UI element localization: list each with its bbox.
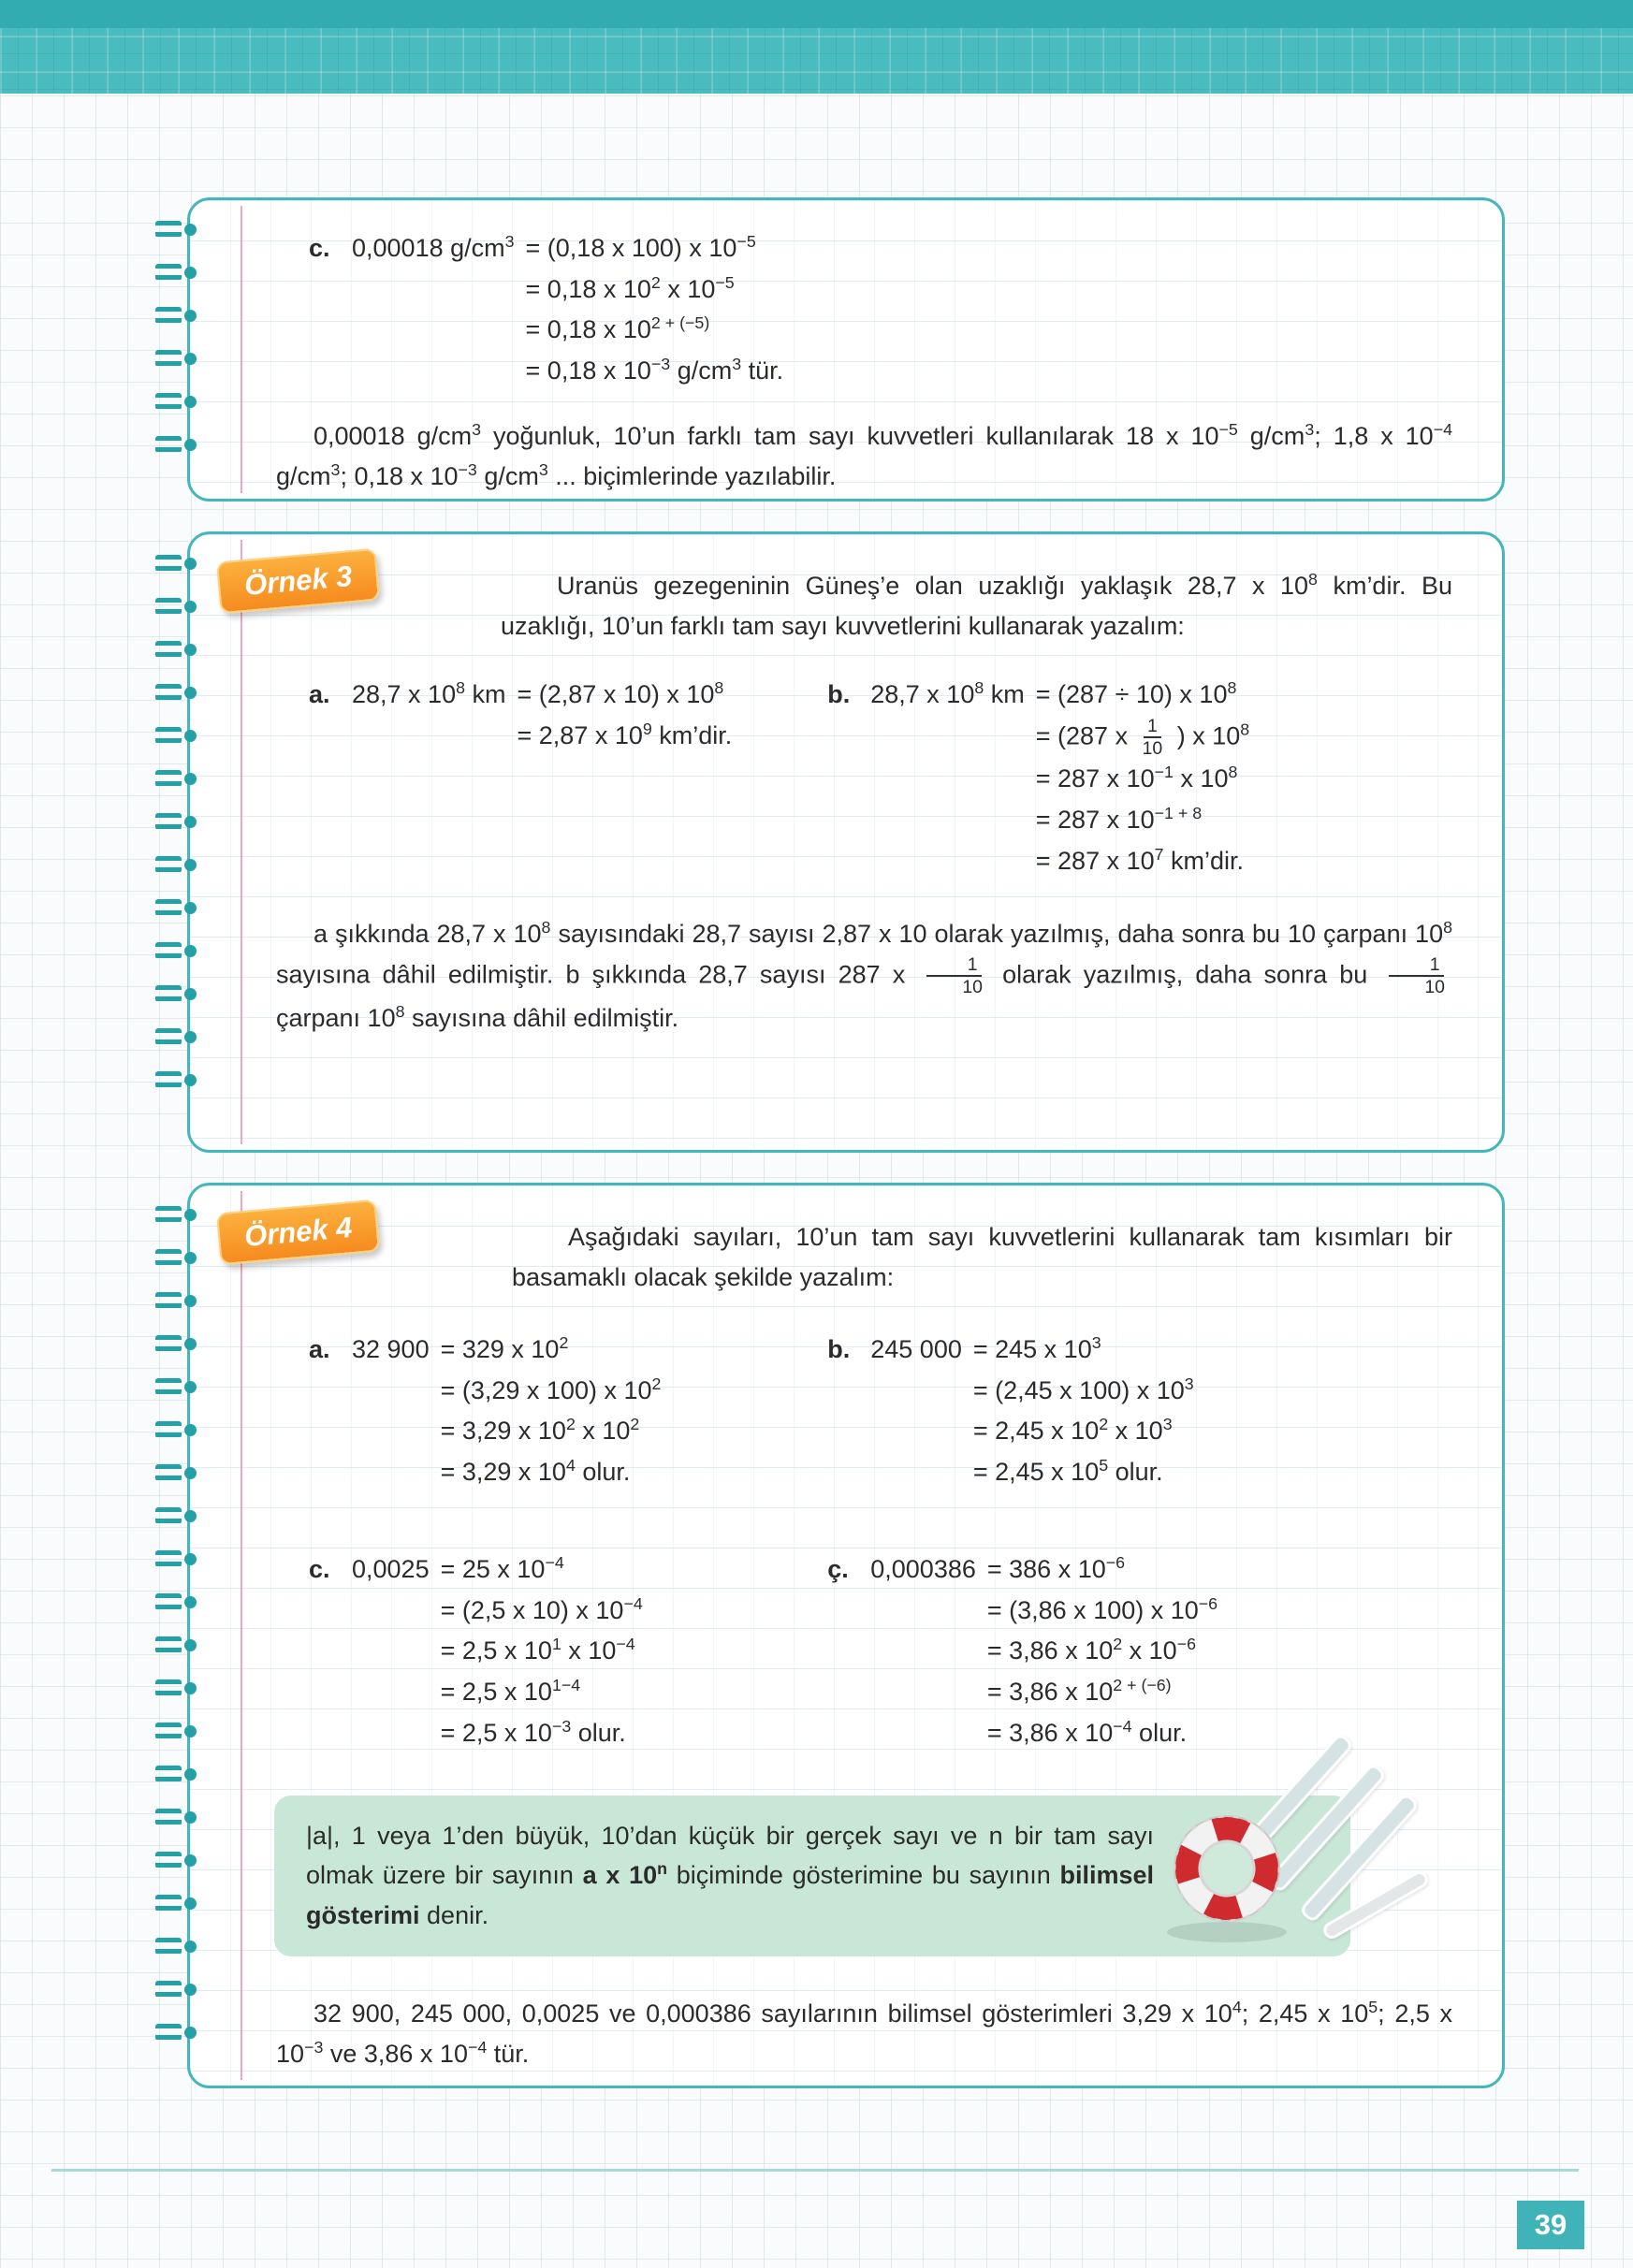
solution-a <box>267 1330 827 1493</box>
item-label: a. <box>309 680 330 708</box>
ribbon-decoration <box>1265 1762 1387 1894</box>
spiral-coil <box>155 899 197 916</box>
lifebuoy-icon <box>1143 1794 1311 1953</box>
equation-block <box>987 1549 1217 1754</box>
equation-block <box>518 675 733 756</box>
equation-b <box>827 1330 1460 1493</box>
spiral-coil <box>155 856 197 873</box>
item-label: c. <box>309 234 330 262</box>
equation-lhs: 0,000386 <box>870 1554 976 1583</box>
equation-a <box>309 1330 827 1493</box>
equation-line: = 287 x $10^7$ km’dir. <box>1035 844 1245 875</box>
spiral-coil <box>155 684 197 701</box>
solution-a <box>267 675 827 882</box>
solution-b <box>827 675 1460 882</box>
solution-columns-row2 <box>267 1549 1460 1754</box>
spiral-coil <box>155 1507 197 1524</box>
panel-ornek-4 <box>187 1183 1505 2088</box>
footer-rule <box>51 2169 1579 2172</box>
spiral-coil <box>155 1679 197 1696</box>
equation-lhs: 245 000 <box>870 1335 962 1363</box>
spiral-coil <box>155 1852 197 1868</box>
spiral-coil <box>155 1071 197 1088</box>
equation-line: = 3,29 x $10^2$ x $10^2$ <box>440 1415 640 1446</box>
equation-line: = 2,45 x $10^2$ x $10^3$ <box>972 1415 1173 1446</box>
equation-lhs: 0,00018 $g/cm^3$ <box>352 232 515 262</box>
spiral-coil <box>155 221 197 238</box>
equation-line: = 386 x $10^{-6}$ <box>986 1552 1126 1583</box>
spiral-coil <box>155 770 197 787</box>
equation-line: = (0,18 x 100) x $10^{-5}$ <box>525 232 756 262</box>
ornek-3-badge: Örnek 3 <box>216 548 381 615</box>
item-label: b. <box>827 680 851 708</box>
equation-line: = 3,86 x $10^2$ x $10^{-6}$ <box>986 1635 1197 1665</box>
solution-columns <box>267 675 1460 882</box>
equation-line: = 3,29 x $10^4$ olur. <box>440 1456 631 1487</box>
equation-line: = (3,86 x 100) x $10^{-6}$ <box>986 1593 1218 1624</box>
lifebuoy-illustration <box>1126 1756 1463 1971</box>
equation-line: = 0,18 x $10^2$ x $10^{-5}$ <box>525 272 735 303</box>
equation-line: = (2,45 x 100) x $10^3$ <box>972 1374 1194 1404</box>
spiral-coil <box>155 1464 197 1481</box>
item-label: c. <box>309 1554 330 1583</box>
item-label: b. <box>827 1335 851 1363</box>
solution-columns-row1 <box>267 1330 1460 1493</box>
equation-line: = (2,5 x 10) x $10^{-4}$ <box>440 1593 643 1624</box>
equation-line: = (287 x $\frac{1}{10}$ ) x $10^8$ <box>1035 715 1250 760</box>
item-label: a. <box>309 1335 330 1363</box>
spiral-binding <box>155 547 204 1137</box>
equation-c <box>309 228 1460 392</box>
ribbon-decoration <box>1320 1868 1431 1941</box>
equation-line: = 3,86 x $10^{-4}$ olur. <box>986 1716 1188 1747</box>
equation-line: = 2,5 x $10^{-3}$ olur. <box>440 1716 626 1747</box>
equation-line: = 2,45 x $10^5$ olur. <box>972 1456 1163 1487</box>
equation-block <box>441 1330 662 1493</box>
example-intro: Uranüs gezegeninin Güneş’e olan uzaklığı yaklaşık 28,7 x $10^8$ km’dir. Bu uzaklığı, 10’un farklı tam sayı kuvvetlerini kullanarak yazalım: <box>501 570 1452 641</box>
equation-line: = 287 x $10^{-1 + 8}$ <box>1035 804 1203 835</box>
spiral-coil <box>155 1028 197 1045</box>
spiral-coil <box>155 1938 197 1955</box>
equation-lhs: 32 900 <box>352 1335 430 1363</box>
spiral-coil <box>155 555 197 572</box>
explanation-paragraph: 0,00018 $g/cm^3$ yoğunluk, 10’un farklı tam sayı kuvvetleri kullanılarak 18 x $10^{-5}$ $g/cm^3$; 1,8 x $10^{-4}$ $g/cm^3$; 0,18 x $10^{-3}$ $g/cm^3$ ... biçimlerinde yazılabilir. <box>276 419 1453 491</box>
spiral-coil <box>155 1895 197 1912</box>
equation-cc <box>827 1549 1460 1754</box>
equation-line: = (287 ÷ 10) x $10^8$ <box>1035 678 1237 708</box>
spiral-coil <box>155 1421 197 1438</box>
spiral-coil <box>155 393 197 410</box>
equation-lhs: 0,0025 <box>352 1554 430 1583</box>
equation-b <box>827 675 1460 882</box>
spiral-coil <box>155 598 197 615</box>
equation-line: = 245 x $10^3$ <box>972 1333 1101 1363</box>
spiral-coil <box>155 1206 197 1223</box>
equation-block <box>441 1549 643 1754</box>
spiral-coil <box>155 1292 197 1309</box>
spiral-binding <box>155 213 204 486</box>
equation-line: = (2,87 x 10) x $10^8$ <box>517 678 724 708</box>
spiral-coil <box>155 641 197 658</box>
ribbon-decoration <box>1298 1792 1420 1924</box>
panel-content <box>190 1185 1502 2093</box>
solution-cc <box>827 1549 1460 1754</box>
spiral-coil <box>155 1809 197 1825</box>
spiral-coil <box>155 307 197 324</box>
equation-a <box>309 675 827 756</box>
equation-line: = 2,5 x $10^{1-4}$ <box>440 1676 581 1707</box>
spiral-coil <box>155 1335 197 1352</box>
spiral-coil <box>155 2024 197 2041</box>
solution-b <box>827 1330 1460 1493</box>
page-header-band <box>0 0 1633 94</box>
spiral-coil <box>155 1593 197 1610</box>
spiral-coil <box>155 350 197 367</box>
equation-line: = 3,86 x $10^{2 + (-6)}$ <box>986 1676 1172 1707</box>
equation-line: = 2,87 x $10^9$ km’dir. <box>517 719 733 749</box>
spiral-coil <box>155 436 197 453</box>
explanation-paragraph: a şıkkında 28,7 x $10^8$ sayısındaki 28,7 sayısı 2,87 x 10 olarak yazılmış, daha sonra bu 10 çarpanı $10^8$ sayısına dâhil edilmiştir. b şıkkında 28,7 sayısı 287 x $\frac{1}{10}$ olarak yazılmış, daha sonra bu $\frac{1}{10}$ çarpanı $10^8$ sayısına dâhil edilmiştir. <box>276 917 1453 1032</box>
equation-block <box>526 228 784 392</box>
spiral-coil <box>155 813 197 830</box>
equation-lhs: 28,7 x $10^8$ km <box>870 678 1025 708</box>
spiral-coil <box>155 727 197 744</box>
equation-line: = 0,18 x $10^{-3}$ $g/cm^3$ tür. <box>525 355 784 385</box>
definition-box <box>274 1796 1350 1956</box>
panel-content <box>190 534 1502 1057</box>
spiral-binding <box>155 1199 204 2072</box>
spiral-coil <box>155 985 197 1002</box>
panel-content <box>190 200 1502 516</box>
equation-block <box>1036 675 1249 882</box>
equation-line: = 329 x $10^2$ <box>440 1333 569 1363</box>
equation-block <box>973 1330 1194 1493</box>
panel-example-c <box>187 197 1505 502</box>
equation-c <box>309 1549 827 1754</box>
definition-text: |a|, 1 veya 1’den büyük, 10’dan küçük bir gerçek sayı ve n bir tam sayı olmak üzere bir sayının a x 10$^n$ biçiminde gösterimine bu sayının bilimsel gösterimi denir. <box>306 1821 1154 1929</box>
solution-c <box>267 1549 827 1754</box>
spiral-coil <box>155 1766 197 1782</box>
page-number: 39 <box>1517 2201 1584 2249</box>
ornek-4-badge: Örnek 4 <box>216 1199 381 1266</box>
equation-line: = 0,18 x $10^{2 + (-5)}$ <box>525 313 710 344</box>
spiral-coil <box>155 1378 197 1395</box>
equation-line: = (3,29 x 100) x $10^2$ <box>440 1374 662 1404</box>
example-intro: Aşağıdaki sayıları, 10’un tam sayı kuvvetlerini kullanarak tam kısımları bir basamaklı olacak şekilde yazalım: <box>512 1223 1452 1292</box>
spiral-coil <box>155 264 197 281</box>
panel-ornek-3 <box>187 531 1505 1153</box>
spiral-coil <box>155 1550 197 1567</box>
spiral-coil <box>155 1723 197 1739</box>
equation-line: = 25 x $10^{-4}$ <box>440 1552 564 1583</box>
item-label: ç. <box>827 1554 849 1583</box>
equation-line: = 2,5 x $10^1$ x $10^{-4}$ <box>440 1635 635 1665</box>
spiral-coil <box>155 1636 197 1653</box>
spiral-coil <box>155 942 197 959</box>
closing-paragraph: 32 900, 245 000, 0,0025 ve 0,000386 sayılarının bilimsel gösterimleri 3,29 x $10^4$; 2,45 x $10^5$; 2,5 x $10^{-3}$ ve 3,86 x $10^{-4}$ tür. <box>276 1997 1452 2068</box>
spiral-coil <box>155 1981 197 1998</box>
equation-line: = 287 x $10^{-1}$ x $10^8$ <box>1035 763 1238 793</box>
spiral-coil <box>155 1249 197 1266</box>
equation-lhs: 28,7 x $10^8$ km <box>352 678 506 708</box>
